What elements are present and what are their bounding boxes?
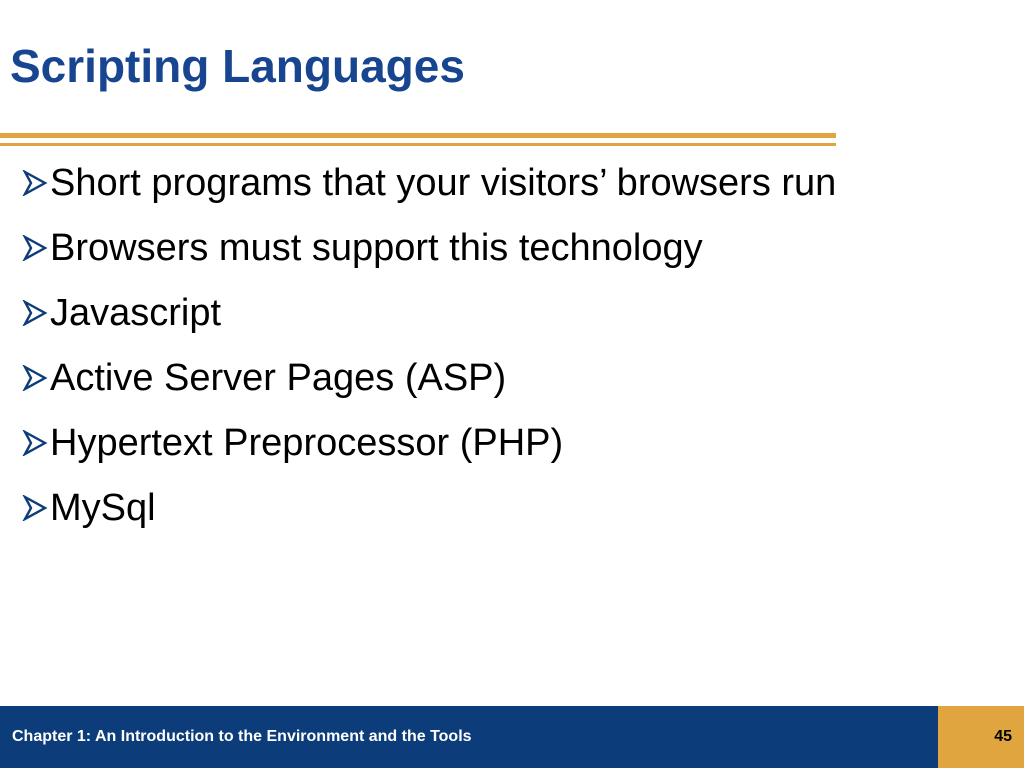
bullet-text: Short programs that your visitors’ browsers run (50, 161, 837, 204)
bullet-item (0, 410, 836, 475)
arrow-bullet-icon (0, 170, 50, 196)
bullet-item (0, 280, 836, 345)
bullet-list (0, 150, 836, 540)
title-divider-thin (0, 143, 836, 146)
arrow-bullet-icon (0, 300, 50, 326)
slide-title: Scripting Languages (10, 40, 465, 92)
footer-title-bar (0, 706, 938, 768)
bullet-text: Active Server Pages (ASP) (50, 356, 507, 399)
bullet-text: Browsers must support this technology (50, 226, 703, 269)
arrow-bullet-icon (0, 365, 50, 391)
bullet-text: MySql (50, 486, 156, 529)
slide-footer (0, 706, 1024, 768)
bullet-item (0, 215, 836, 280)
chapter-title: Chapter 1: An Introduction to the Environment and the Tools (12, 728, 472, 745)
title-divider-thick (0, 133, 836, 138)
bullet-text: Javascript (50, 291, 222, 334)
page-number: 45 (994, 728, 1012, 745)
page-number-box (938, 706, 1024, 768)
bullet-item (0, 150, 836, 215)
bullet-item (0, 345, 836, 410)
arrow-bullet-icon (0, 430, 50, 456)
bullet-item (0, 475, 836, 540)
arrow-bullet-icon (0, 235, 50, 261)
bullet-text: Hypertext Preprocessor (PHP) (50, 421, 564, 464)
arrow-bullet-icon (0, 495, 50, 521)
